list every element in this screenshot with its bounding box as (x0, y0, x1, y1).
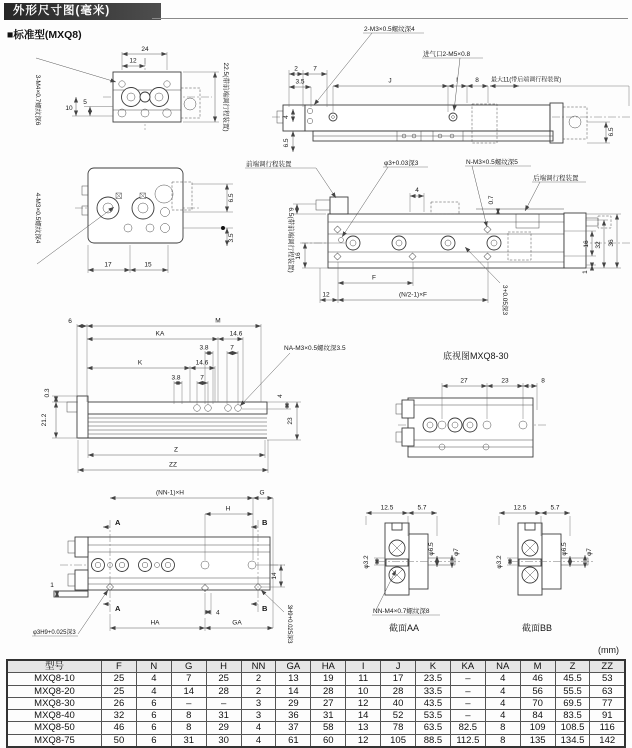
value-cell: 7 (171, 673, 206, 685)
value-cell: 63.5 (416, 722, 451, 734)
dim-label: 3.5 (228, 233, 235, 243)
value-cell: 30 (206, 734, 241, 747)
view-mount (32, 490, 294, 645)
value-cell: 13 (276, 673, 311, 685)
value-cell: 8 (171, 710, 206, 722)
value-cell: – (450, 710, 485, 722)
dim-label: 0.7 (488, 195, 495, 205)
dim-label: 16 (295, 252, 302, 260)
annotation-pin2: 3+0.05深3 (501, 284, 508, 316)
value-cell: 50 (102, 734, 137, 747)
column-header: 型号 (7, 660, 102, 673)
dim-label: ZZ (169, 461, 177, 469)
model-cell: MXQ8-10 (7, 673, 102, 685)
view-sections (363, 505, 593, 634)
value-cell: 11 (346, 673, 381, 685)
value-cell: 17 (381, 673, 416, 685)
dim-label: (NN-1)×H (156, 489, 184, 497)
table-row (7, 710, 625, 722)
dim-label: 14 (271, 572, 278, 580)
value-cell: 37 (276, 722, 311, 734)
dim-label: G (259, 489, 265, 497)
value-cell: 105 (381, 734, 416, 747)
value-cell: 142 (590, 734, 625, 747)
value-cell: 52 (381, 710, 416, 722)
value-cell: 25 (102, 673, 137, 685)
dim-label: KA (155, 330, 165, 338)
value-cell: 4 (485, 673, 520, 685)
value-cell: 14 (276, 685, 311, 697)
dim-label: 8 (541, 377, 545, 385)
column-header: GA (276, 660, 311, 673)
dim-label: 3.8 (199, 344, 209, 352)
value-cell: 77 (590, 697, 625, 709)
dim-label: 6 (68, 318, 72, 325)
section-mark-b: B (262, 604, 268, 613)
page-title: 外形尺寸图(毫米) (4, 3, 161, 20)
dim-label: 4 (216, 609, 220, 617)
dim-label: φ7 (586, 548, 593, 556)
dim-label: 17 (104, 261, 112, 269)
column-header: NA (485, 660, 520, 673)
dim-label: 16 (583, 240, 590, 248)
value-cell: 25 (102, 685, 137, 697)
section-caption: 截面BB (521, 623, 553, 633)
dim-label: 1 (582, 270, 589, 274)
value-cell: 43.5 (416, 697, 451, 709)
annotation-stroke: 22.5(带前端调行程装置) (222, 62, 229, 132)
value-cell: – (450, 673, 485, 685)
table-header-row (7, 660, 625, 673)
value-cell: 2 (241, 685, 276, 697)
dim-label: 6.5 (608, 127, 615, 137)
value-cell: 53.5 (416, 710, 451, 722)
dim-label: F (372, 274, 376, 282)
dim-label: 14.6 (229, 330, 243, 338)
dim-label: 4 (277, 394, 284, 398)
view-top (272, 24, 630, 152)
value-cell: 70 (520, 697, 555, 709)
value-cell: 84 (520, 710, 555, 722)
column-header: NN (241, 660, 276, 673)
value-cell: 29 (276, 697, 311, 709)
value-cell: 8 (485, 734, 520, 747)
dim-label: φ3.2 (496, 555, 503, 569)
dim-label: 12 (129, 57, 137, 65)
table-row (7, 673, 625, 685)
value-cell: – (450, 697, 485, 709)
value-cell: 108.5 (555, 722, 590, 734)
dim-label: 4 (283, 115, 290, 119)
column-header: G (171, 660, 206, 673)
value-cell: 4 (241, 722, 276, 734)
model-cell: MXQ8-20 (7, 685, 102, 697)
annotation-thread: NN-M4×0.7螺纹深8 (373, 608, 430, 615)
view-plan (34, 46, 231, 131)
section-bb (496, 505, 593, 634)
annotation-port: 进气口2-M5×0.8 (423, 51, 471, 58)
value-cell: 28 (381, 685, 416, 697)
value-cell: 109 (520, 722, 555, 734)
dim-label: Z (174, 446, 178, 454)
dim-label: 0.3 (44, 388, 51, 398)
dim-label: 4 (415, 187, 419, 194)
table-row (7, 697, 625, 709)
value-cell: 33.5 (416, 685, 451, 697)
column-header: M (520, 660, 555, 673)
section-caption: 截面AA (388, 623, 420, 633)
value-cell: 56 (520, 685, 555, 697)
column-header: N (136, 660, 171, 673)
annotation-thread: 3-M4×0.7螺纹深6 (34, 74, 41, 126)
dim-label: (N/2-1)×F (399, 291, 427, 299)
annotation-rear: 后端调行程装置 (533, 175, 579, 182)
value-cell: 6 (136, 722, 171, 734)
view-bottom (34, 168, 235, 273)
value-cell: 6 (136, 697, 171, 709)
dim-label: 12 (322, 291, 330, 299)
table-row (7, 722, 625, 734)
dim-label: 21.2 (41, 413, 48, 427)
dim-label: 12.5 (380, 504, 394, 512)
dim-label: 23 (287, 417, 294, 425)
column-header: Z (555, 660, 590, 673)
dim-label: 7 (200, 374, 204, 382)
dim-label: 7 (230, 344, 234, 352)
value-cell: 12 (346, 734, 381, 747)
value-cell: 4 (136, 685, 171, 697)
dim-label: K (137, 359, 143, 367)
column-header: K (416, 660, 451, 673)
value-cell: 63 (590, 685, 625, 697)
value-cell: 3 (241, 710, 276, 722)
dim-label: 5.7 (417, 504, 427, 512)
model-cell: MXQ8-40 (7, 710, 102, 722)
value-cell: 40 (381, 697, 416, 709)
value-cell: 112.5 (450, 734, 485, 747)
value-cell: 4 (485, 685, 520, 697)
column-header: HA (311, 660, 346, 673)
value-cell: 4 (485, 697, 520, 709)
value-cell: 25 (206, 673, 241, 685)
dim-label: φ7 (453, 548, 460, 556)
value-cell: 27 (311, 697, 346, 709)
value-cell: 31 (311, 710, 346, 722)
value-cell: 135 (520, 734, 555, 747)
section-mark-b: B (262, 518, 268, 527)
model-cell: MXQ8-30 (7, 697, 102, 709)
value-cell: 4 (136, 673, 171, 685)
value-cell: 134.5 (555, 734, 590, 747)
value-cell: 82.5 (450, 722, 485, 734)
model-subtitle: ■标准型(MXQ8) (7, 29, 82, 41)
view-profile (41, 318, 346, 474)
value-cell: – (171, 697, 206, 709)
model-cell: MXQ8-75 (7, 734, 102, 747)
value-cell: 32 (102, 710, 137, 722)
dimension-table (6, 659, 626, 748)
annotation-pin: φ3+0.03深3 (384, 160, 419, 167)
dim-label: 7 (313, 65, 317, 73)
dim-label: φ6.5 (428, 542, 435, 556)
dim-label: 6.5 (283, 138, 290, 148)
dim-label: 23 (501, 377, 509, 385)
dim-label: 3.5 (295, 78, 305, 86)
value-cell: 13 (346, 722, 381, 734)
dim-label: 3.8 (171, 374, 181, 382)
view-bottom30 (396, 350, 548, 457)
value-cell: 91 (590, 710, 625, 722)
view-side (245, 157, 630, 315)
annotation-thread: NA-M3×0.5螺纹深3.5 (284, 345, 346, 352)
value-cell: 45.5 (555, 673, 590, 685)
value-cell: 36 (276, 710, 311, 722)
dim-label: 1 (50, 582, 54, 589)
dim-label: HA (150, 619, 160, 627)
dim-label: φ6.5 (561, 542, 568, 556)
value-cell: 28 (206, 685, 241, 697)
value-cell: 53 (590, 673, 625, 685)
column-header: KA (450, 660, 485, 673)
value-cell: 26 (102, 697, 137, 709)
value-cell: 31 (206, 710, 241, 722)
annotation-pin-right: 3H9+0.025深3 (286, 604, 292, 644)
dim-label: 27 (460, 377, 468, 385)
dim-label: 32 (595, 241, 602, 249)
annotation-left: 6.5(带前端调行程装置) (287, 207, 294, 273)
dim-label: 6.5 (228, 193, 235, 203)
value-cell: 78 (381, 722, 416, 734)
section-mark-a: A (115, 518, 121, 527)
value-cell: 60 (311, 734, 346, 747)
value-cell: 12 (346, 697, 381, 709)
annotation-thread: 2-M3×0.5螺纹深4 (364, 26, 415, 33)
value-cell: 61 (276, 734, 311, 747)
dim-label: 14.6 (195, 359, 209, 367)
value-cell: 46 (520, 673, 555, 685)
dim-label: H (225, 505, 231, 513)
column-header: J (381, 660, 416, 673)
column-header: F (102, 660, 137, 673)
value-cell: 14 (171, 685, 206, 697)
value-cell: 2 (241, 673, 276, 685)
value-cell: 69.5 (555, 697, 590, 709)
value-cell: 28 (311, 685, 346, 697)
dim-label: 5.7 (550, 504, 560, 512)
column-header: ZZ (590, 660, 625, 673)
value-cell: 19 (311, 673, 346, 685)
value-cell: 23.5 (416, 673, 451, 685)
value-cell: 4 (485, 710, 520, 722)
value-cell: 6 (136, 710, 171, 722)
column-header: H (206, 660, 241, 673)
dim-label: 5 (83, 99, 87, 106)
value-cell: 83.5 (555, 710, 590, 722)
model-cell: MXQ8-50 (7, 722, 102, 734)
value-cell: 8 (171, 722, 206, 734)
dim-label: M (215, 317, 221, 325)
value-cell: 31 (171, 734, 206, 747)
value-cell: 46 (102, 722, 137, 734)
dim-label: GA (232, 619, 242, 627)
value-cell: 88.5 (416, 734, 451, 747)
value-cell: 6 (136, 734, 171, 747)
value-cell: 4 (241, 734, 276, 747)
dim-label: 8 (475, 77, 479, 84)
annotation-thread: 4-M3×0.5螺纹深4 (34, 192, 41, 244)
column-header: I (346, 660, 381, 673)
value-cell: 58 (311, 722, 346, 734)
annotation-thread: N-M3×0.5螺纹深5 (466, 159, 518, 166)
dim-label: φ3.2 (363, 555, 370, 569)
value-cell: 55.5 (555, 685, 590, 697)
value-cell: 8 (485, 722, 520, 734)
table-body (7, 673, 625, 747)
dim-label: 15 (144, 261, 152, 269)
value-cell: – (206, 697, 241, 709)
dim-label: 10 (65, 105, 73, 112)
unit-note: (mm) (598, 645, 619, 655)
annotation-front: 前端调行程装置 (246, 161, 292, 168)
value-cell: 29 (206, 722, 241, 734)
table-row (7, 734, 625, 747)
annotation-pin-left: φ3H9+0.025深3 (33, 630, 76, 636)
dim-label: 12.5 (513, 504, 527, 512)
value-cell: 14 (346, 710, 381, 722)
value-cell: – (450, 685, 485, 697)
value-cell: 10 (346, 685, 381, 697)
table-row (7, 685, 625, 697)
dim-label: 24 (141, 46, 149, 53)
dim-label: J (388, 77, 392, 85)
dim-label: I (456, 77, 458, 84)
view-title: 底视图MXQ8-30 (443, 351, 509, 361)
section-mark-a: A (115, 604, 121, 613)
section-aa (363, 505, 460, 634)
value-cell: 3 (241, 697, 276, 709)
annotation-max: 最大11(带后端调行程装置) (491, 77, 562, 84)
dim-label: 36 (608, 239, 615, 247)
dim-label: 2 (294, 65, 298, 73)
value-cell: 116 (590, 722, 625, 734)
